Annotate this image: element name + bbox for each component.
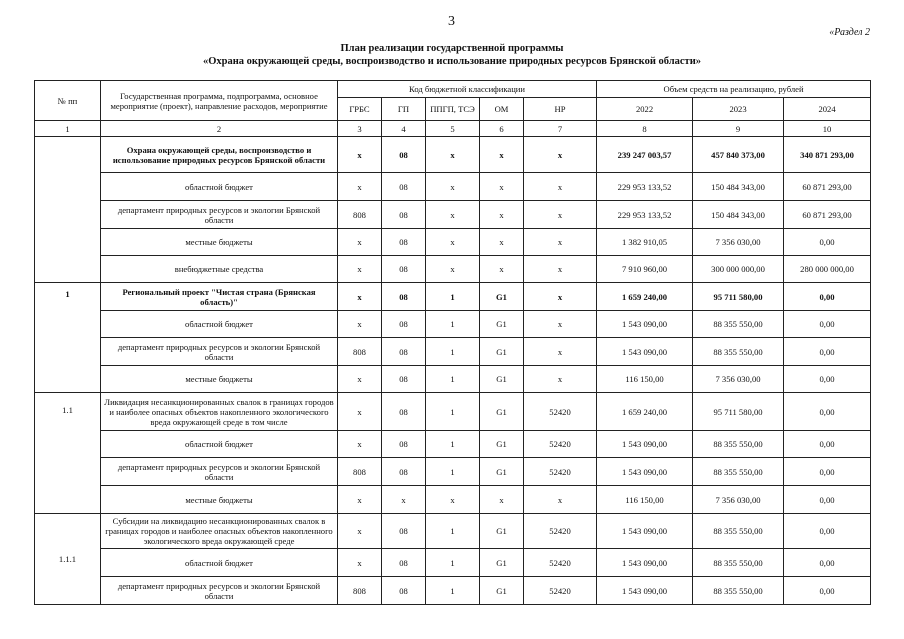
table-row — [35, 366, 871, 393]
cell-om: х — [480, 173, 524, 201]
cell-nr: 52420 — [524, 577, 597, 605]
cell-nr: х — [524, 173, 597, 201]
cell-item-name: областной бюджет — [101, 549, 338, 577]
cell-item-name: областной бюджет — [101, 311, 338, 338]
cell-amount-2023: 7 356 030,00 — [693, 229, 784, 256]
cell-om: G1 — [480, 458, 524, 486]
cell-amount-2023: 88 355 550,00 — [693, 338, 784, 366]
cell-amount-2022: 229 953 133,52 — [597, 201, 693, 229]
cell-grbs: х — [338, 137, 382, 173]
cell-nr: 52420 — [524, 458, 597, 486]
cell-amount-2023: 88 355 550,00 — [693, 549, 784, 577]
cell-item-name: Охрана окружающей среды, воспроизводство и использование природных ресурсов Брянской области — [101, 137, 338, 173]
cell-amount-2024: 0,00 — [784, 366, 871, 393]
cell-grbs: х — [338, 283, 382, 311]
column-index: 9 — [693, 121, 784, 137]
cell-item-name: департамент природных ресурсов и экологии Брянской области — [101, 201, 338, 229]
cell-om: G1 — [480, 549, 524, 577]
cell-amount-2022: 1 543 090,00 — [597, 431, 693, 458]
cell-grbs: х — [338, 256, 382, 283]
document-title — [0, 42, 904, 68]
cell-nr: х — [524, 201, 597, 229]
table-row — [35, 549, 871, 577]
cell-amount-2023: 300 000 000,00 — [693, 256, 784, 283]
cell-grbs: х — [338, 173, 382, 201]
column-index: 1 — [35, 121, 101, 137]
table-row — [35, 486, 871, 514]
cell-nr: х — [524, 366, 597, 393]
table-row — [35, 137, 871, 173]
cell-gp: 08 — [382, 201, 426, 229]
cell-amount-2022: 1 382 910,05 — [597, 229, 693, 256]
cell-amount-2024: 0,00 — [784, 549, 871, 577]
cell-gp: 08 — [382, 137, 426, 173]
column-index-row — [35, 121, 871, 137]
cell-gp: 08 — [382, 256, 426, 283]
cell-amount-2023: 7 356 030,00 — [693, 366, 784, 393]
cell-ppgp: 1 — [426, 393, 480, 431]
header-gp: ГП — [382, 98, 426, 121]
cell-gp: 08 — [382, 173, 426, 201]
cell-nr: 52420 — [524, 549, 597, 577]
cell-nr: х — [524, 283, 597, 311]
cell-gp: 08 — [382, 458, 426, 486]
cell-amount-2023: 95 711 580,00 — [693, 283, 784, 311]
cell-om: х — [480, 486, 524, 514]
cell-gp: 08 — [382, 311, 426, 338]
cell-gp: 08 — [382, 229, 426, 256]
cell-om: х — [480, 201, 524, 229]
cell-item-name: местные бюджеты — [101, 486, 338, 514]
cell-gp: 08 — [382, 366, 426, 393]
cell-grbs: 808 — [338, 201, 382, 229]
header-year-2024: 2024 — [784, 98, 871, 121]
cell-item-name: областной бюджет — [101, 431, 338, 458]
cell-item-name: Региональный проект "Чистая страна (Брянская область)" — [101, 283, 338, 311]
cell-grbs: х — [338, 366, 382, 393]
cell-amount-2022: 116 150,00 — [597, 366, 693, 393]
cell-amount-2023: 457 840 373,00 — [693, 137, 784, 173]
cell-ppgp: 1 — [426, 458, 480, 486]
cell-item-name: департамент природных ресурсов и экологии Брянской области — [101, 577, 338, 605]
cell-item-name: департамент природных ресурсов и экологии Брянской области — [101, 338, 338, 366]
cell-gp: х — [382, 486, 426, 514]
page-number: 3 — [448, 14, 455, 29]
cell-om: х — [480, 229, 524, 256]
cell-ppgp: х — [426, 201, 480, 229]
cell-item-name: внебюджетные средства — [101, 256, 338, 283]
column-index: 6 — [480, 121, 524, 137]
cell-om: G1 — [480, 514, 524, 549]
cell-item-number — [35, 137, 101, 283]
cell-amount-2023: 95 711 580,00 — [693, 393, 784, 431]
cell-grbs: х — [338, 486, 382, 514]
cell-amount-2023: 88 355 550,00 — [693, 431, 784, 458]
cell-ppgp: 1 — [426, 338, 480, 366]
column-index: 2 — [101, 121, 338, 137]
cell-item-name: Субсидии на ликвидацию несанкционированных свалок в границах городов и наиболее опасных объектов накопленного экологического вреда окружающей среде — [101, 514, 338, 549]
cell-nr: х — [524, 486, 597, 514]
cell-amount-2024: 0,00 — [784, 458, 871, 486]
cell-om: G1 — [480, 311, 524, 338]
table-row — [35, 201, 871, 229]
cell-grbs: 808 — [338, 458, 382, 486]
header-year-2022: 2022 — [597, 98, 693, 121]
cell-amount-2024: 0,00 — [784, 577, 871, 605]
title-line-2: «Охрана окружающей среды, воспроизводство и использование природных ресурсов Брянской области» — [202, 56, 702, 67]
column-index: 5 — [426, 121, 480, 137]
cell-nr: 52420 — [524, 431, 597, 458]
cell-ppgp: х — [426, 173, 480, 201]
cell-ppgp: х — [426, 486, 480, 514]
cell-amount-2022: 1 543 090,00 — [597, 549, 693, 577]
header-name: Государственная программа, подпрограмма, основное мероприятие (проект), направление расходов, мероприятие — [101, 81, 338, 121]
column-index: 7 — [524, 121, 597, 137]
cell-amount-2023: 150 484 343,00 — [693, 201, 784, 229]
cell-ppgp: х — [426, 256, 480, 283]
cell-amount-2023: 150 484 343,00 — [693, 173, 784, 201]
cell-amount-2024: 0,00 — [784, 283, 871, 311]
header-nr: НР — [524, 98, 597, 121]
cell-nr: 52420 — [524, 393, 597, 431]
cell-amount-2024: 0,00 — [784, 514, 871, 549]
cell-nr: х — [524, 137, 597, 173]
cell-nr: х — [524, 311, 597, 338]
cell-ppgp: 1 — [426, 311, 480, 338]
cell-amount-2022: 1 543 090,00 — [597, 338, 693, 366]
table-body — [35, 137, 871, 605]
table-row — [35, 514, 871, 549]
cell-amount-2022: 1 543 090,00 — [597, 458, 693, 486]
cell-grbs: х — [338, 549, 382, 577]
cell-item-name: областной бюджет — [101, 173, 338, 201]
cell-om: G1 — [480, 431, 524, 458]
cell-amount-2024: 60 871 293,00 — [784, 201, 871, 229]
cell-item-number: 1.1 — [35, 393, 101, 514]
cell-grbs: х — [338, 393, 382, 431]
cell-amount-2022: 116 150,00 — [597, 486, 693, 514]
cell-om: G1 — [480, 393, 524, 431]
cell-amount-2024: 0,00 — [784, 338, 871, 366]
table-row — [35, 338, 871, 366]
cell-amount-2022: 1 543 090,00 — [597, 311, 693, 338]
cell-ppgp: х — [426, 137, 480, 173]
cell-amount-2022: 1 543 090,00 — [597, 577, 693, 605]
cell-amount-2023: 88 355 550,00 — [693, 458, 784, 486]
cell-amount-2022: 229 953 133,52 — [597, 173, 693, 201]
cell-grbs: х — [338, 311, 382, 338]
table-row — [35, 283, 871, 311]
cell-om: G1 — [480, 338, 524, 366]
cell-amount-2024: 60 871 293,00 — [784, 173, 871, 201]
header-funds-group: Объем средств на реализацию, рублей — [597, 81, 871, 98]
cell-amount-2024: 0,00 — [784, 311, 871, 338]
cell-gp: 08 — [382, 549, 426, 577]
table-row — [35, 229, 871, 256]
cell-amount-2024: 280 000 000,00 — [784, 256, 871, 283]
cell-gp: 08 — [382, 431, 426, 458]
cell-grbs: х — [338, 431, 382, 458]
table-row — [35, 431, 871, 458]
cell-amount-2022: 1 659 240,00 — [597, 283, 693, 311]
header-om: ОМ — [480, 98, 524, 121]
cell-nr: х — [524, 229, 597, 256]
cell-ppgp: 1 — [426, 366, 480, 393]
cell-ppgp: х — [426, 229, 480, 256]
table-row — [35, 458, 871, 486]
section-label: «Раздел 2 — [829, 27, 870, 38]
cell-nr: х — [524, 338, 597, 366]
cell-amount-2024: 0,00 — [784, 486, 871, 514]
header-num: № пп — [35, 81, 101, 121]
cell-grbs: 808 — [338, 577, 382, 605]
cell-item-number: 1.1.1 — [35, 514, 101, 605]
cell-gp: 08 — [382, 283, 426, 311]
cell-gp: 08 — [382, 393, 426, 431]
cell-grbs: х — [338, 229, 382, 256]
header-year-2023: 2023 — [693, 98, 784, 121]
cell-item-name: департамент природных ресурсов и экологии Брянской области — [101, 458, 338, 486]
column-index: 3 — [338, 121, 382, 137]
header-grbs: ГРБС — [338, 98, 382, 121]
column-index: 8 — [597, 121, 693, 137]
cell-amount-2022: 1 659 240,00 — [597, 393, 693, 431]
table-row — [35, 173, 871, 201]
header-code-group: Код бюджетной классификации — [338, 81, 597, 98]
table-row — [35, 311, 871, 338]
cell-gp: 08 — [382, 338, 426, 366]
cell-amount-2023: 7 356 030,00 — [693, 486, 784, 514]
cell-grbs: х — [338, 514, 382, 549]
cell-ppgp: 1 — [426, 431, 480, 458]
cell-amount-2024: 340 871 293,00 — [784, 137, 871, 173]
table-row — [35, 393, 871, 431]
budget-plan-table — [34, 80, 871, 605]
cell-amount-2024: 0,00 — [784, 229, 871, 256]
column-index: 4 — [382, 121, 426, 137]
cell-ppgp: 1 — [426, 549, 480, 577]
cell-amount-2022: 7 910 960,00 — [597, 256, 693, 283]
table-row — [35, 577, 871, 605]
cell-nr: 52420 — [524, 514, 597, 549]
cell-amount-2023: 88 355 550,00 — [693, 311, 784, 338]
cell-om: G1 — [480, 366, 524, 393]
cell-amount-2024: 0,00 — [784, 393, 871, 431]
cell-om: х — [480, 137, 524, 173]
cell-item-name: Ликвидация несанкционированных свалок в границах городов и наиболее опасных объектов накопленного экологического вреда окружающей среде в том числе — [101, 393, 338, 431]
cell-om: G1 — [480, 577, 524, 605]
table-row — [35, 256, 871, 283]
cell-gp: 08 — [382, 577, 426, 605]
cell-ppgp: 1 — [426, 514, 480, 549]
cell-amount-2022: 239 247 003,57 — [597, 137, 693, 173]
cell-om: х — [480, 256, 524, 283]
cell-amount-2024: 0,00 — [784, 431, 871, 458]
column-index: 10 — [784, 121, 871, 137]
header-ppgp: ППГП, ТСЭ — [426, 98, 480, 121]
cell-amount-2023: 88 355 550,00 — [693, 577, 784, 605]
cell-nr: х — [524, 256, 597, 283]
cell-grbs: 808 — [338, 338, 382, 366]
cell-ppgp: 1 — [426, 283, 480, 311]
cell-om: G1 — [480, 283, 524, 311]
title-line-1: План реализации государственной программы — [340, 43, 564, 54]
cell-amount-2022: 1 543 090,00 — [597, 514, 693, 549]
cell-item-number: 1 — [35, 283, 101, 393]
cell-ppgp: 1 — [426, 577, 480, 605]
cell-item-name: местные бюджеты — [101, 229, 338, 256]
cell-amount-2023: 88 355 550,00 — [693, 514, 784, 549]
cell-gp: 08 — [382, 514, 426, 549]
cell-item-name: местные бюджеты — [101, 366, 338, 393]
